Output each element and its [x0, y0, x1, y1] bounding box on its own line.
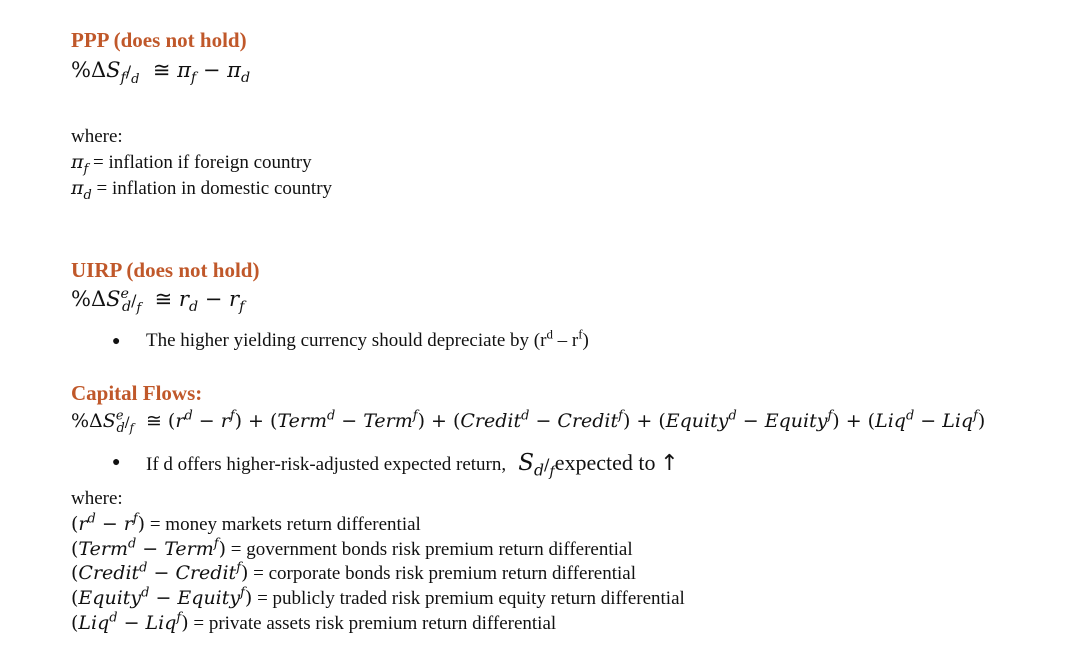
def-corporate-bonds: (Credit$^d$ − Credit$^f$) = corporate bonds risk premium return differential — [71, 560, 636, 584]
ppp-equation: $\%\Delta S_f/_d$ ≅ $\pi_f - \pi_d$ — [71, 58, 251, 87]
def-equity-text: = publicly traded risk premium equity return differential — [257, 588, 685, 609]
def-money-markets-text: = money markets return differential — [149, 514, 421, 535]
uirp-equation: $\%\Delta S^e_d/_f$ ≅ $r_d - r_f$ — [71, 286, 245, 316]
def-government-bonds: (Term$^d$ − Term$^f$) = government bonds risk premium return differential — [71, 536, 633, 560]
capital-flows-heading: Capital Flows: — [71, 381, 203, 405]
uirp-bullet-text: The higher yielding currency should depreciate by $(r^d - r^f)$ — [146, 326, 589, 351]
def-private-assets-text: = private assets risk premium return differential — [193, 613, 557, 634]
bullet-icon: ● — [112, 334, 121, 349]
def-equity: (Equity$^d$ − Equity$^f$) = publicly traded risk premium equity return differential — [71, 585, 685, 609]
def-private-assets: (Liq$^d$ − Liq$^f$) = private assets risk premium return differential — [71, 610, 557, 634]
ppp-def-pi-f-text: = inflation if foreign country — [93, 152, 312, 173]
capital-flows-bullet-tail: expected to — [554, 450, 656, 475]
uirp-bullet-main: The higher yielding currency should depreciate by (r — [146, 330, 547, 351]
up-arrow-icon: ↑ — [660, 451, 679, 476]
ppp-def-pi-d: $\pi_d$ = inflation in domestic country — [71, 177, 333, 203]
def-corporate-bonds-text: = corporate bonds risk premium return differential — [253, 563, 636, 584]
def-money-markets: $(r^d - r^f)$ = money markets return differential — [71, 511, 421, 535]
capital-flows-where-label: where: — [71, 488, 123, 509]
ppp-def-pi-d-text: = inflation in domestic country — [96, 178, 333, 199]
capital-flows-equation: $\%\Delta S^e_d/_f$ ≅ $(r^d - r^f)$ + (Term$^d$ − Term$^f$) + (Credit$^d$ − Credit$^f$) + (Equity$^d$ − Equity$^f$) + (Liq$^d$ − Liq$^f$) — [71, 408, 986, 436]
capital-flows-bullet: If d offers higher-risk-adjusted expected return, $S_d/_fexpected$ to ↑ — [146, 450, 679, 481]
bullet-icon: ● — [112, 455, 121, 470]
uirp-bullet-tail: – r — [552, 330, 579, 351]
uirp-bullet-close: ) — [582, 330, 589, 351]
capital-flows-bullet-text: If d offers higher-risk-adjusted expected return, — [146, 454, 507, 475]
uirp-heading: UIRP (does not hold) — [71, 258, 260, 282]
def-government-bonds-text: = government bonds risk premium return differential — [230, 539, 633, 560]
ppp-def-pi-f: $\pi_f$ = inflation if foreign country — [71, 151, 312, 177]
ppp-where-label: where: — [71, 126, 123, 147]
ppp-heading: PPP (does not hold) — [71, 28, 247, 52]
